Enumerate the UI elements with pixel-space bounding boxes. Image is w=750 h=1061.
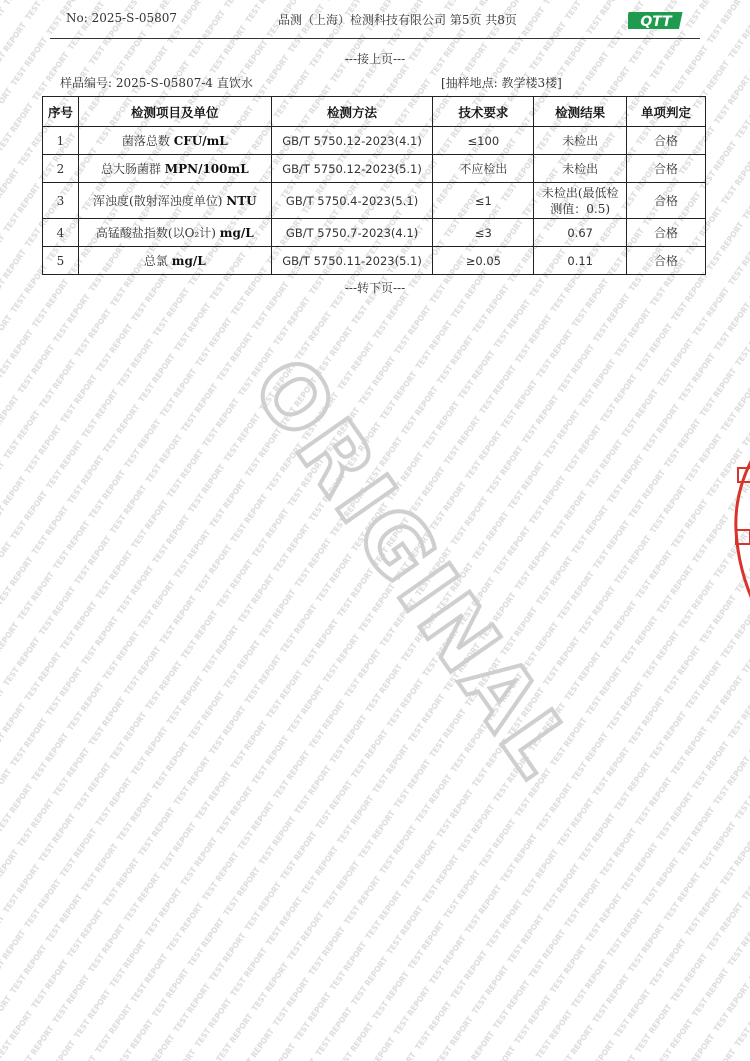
company-page-info: 品测（上海）检测科技有限公司 第5页 共8页 <box>278 13 517 27</box>
cell-unit: NTU <box>226 194 257 208</box>
cell-requirement: ≤1 <box>433 183 534 219</box>
table-row <box>43 219 706 247</box>
cell-unit: mg/L <box>219 226 254 240</box>
cell-no: 1 <box>43 127 79 155</box>
cell-method: GB/T 5750.4-2023(5.1) <box>271 183 433 219</box>
cell-requirement: ≤100 <box>433 127 534 155</box>
cell-method: GB/T 5750.11-2023(5.1) <box>271 247 433 275</box>
cell-item: 总大肠菌群 MPN/100mL <box>78 155 271 183</box>
cell-unit: MPN/100mL <box>164 162 249 176</box>
cell-no: 5 <box>43 247 79 275</box>
cell-method: GB/T 5750.12-2023(5.1) <box>271 155 433 183</box>
sampling-location: [抽样地点: 教学楼3楼] <box>441 76 562 90</box>
cell-verdict: 合格 <box>627 127 706 155</box>
cell-item: 菌落总数 CFU/mL <box>78 127 271 155</box>
header-divider <box>50 38 700 39</box>
col-header-result: 检测结果 <box>534 97 627 127</box>
col-header-requirement: 技术要求 <box>433 97 534 127</box>
col-header-method: 检测方法 <box>271 97 433 127</box>
cell-no: 3 <box>43 183 79 219</box>
table-header-row <box>43 97 706 127</box>
continued-on-next: ---转下页--- <box>344 281 406 295</box>
cell-item: 浑浊度(散射浑浊度单位) NTU <box>78 183 271 219</box>
cell-unit: CFU/mL <box>173 134 228 148</box>
table-row <box>43 127 706 155</box>
cell-unit: mg/L <box>171 254 206 268</box>
table-row <box>43 155 706 183</box>
cell-verdict: 合格 <box>627 219 706 247</box>
cell-no: 4 <box>43 219 79 247</box>
continued-from-previous: ---接上页--- <box>344 52 406 66</box>
cell-result: 未检出 <box>534 127 627 155</box>
cell-item: 高锰酸盐指数(以O₂计) mg/L <box>78 219 271 247</box>
cell-requirement: 不应检出 <box>433 155 534 183</box>
seal-stamp-edge <box>728 450 750 610</box>
cell-requirement: ≥0.05 <box>433 247 534 275</box>
cell-method: GB/T 5750.12-2023(4.1) <box>271 127 433 155</box>
cell-no: 2 <box>43 155 79 183</box>
cell-result: 0.67 <box>534 219 627 247</box>
page-header <box>0 0 750 42</box>
qtt-logo <box>628 10 684 32</box>
table-row <box>43 247 706 275</box>
cell-result: 未检出 <box>534 155 627 183</box>
sample-number: 样品编号: 2025-S-05807-4 直饮水 <box>60 76 253 90</box>
cell-verdict: 合格 <box>627 155 706 183</box>
svg-text:QTT: QTT <box>640 14 672 30</box>
cell-verdict: 合格 <box>627 247 706 275</box>
results-table <box>42 96 706 275</box>
col-header-verdict: 单项判定 <box>627 97 706 127</box>
cell-item: 总氯 mg/L <box>78 247 271 275</box>
cell-result: 未检出(最低检 测值：0.5) <box>534 183 627 219</box>
col-header-item: 检测项目及单位 <box>78 97 271 127</box>
cell-result: 0.11 <box>534 247 627 275</box>
cell-verdict: 合格 <box>627 183 706 219</box>
cell-method: GB/T 5750.7-2023(4.1) <box>271 219 433 247</box>
col-header-no: 序号 <box>43 97 79 127</box>
cell-requirement: ≤3 <box>433 219 534 247</box>
table-row <box>43 183 706 219</box>
report-number: No: 2025-S-05807 <box>66 11 178 25</box>
svg-text:ORIGINAL: ORIGINAL <box>233 340 594 797</box>
